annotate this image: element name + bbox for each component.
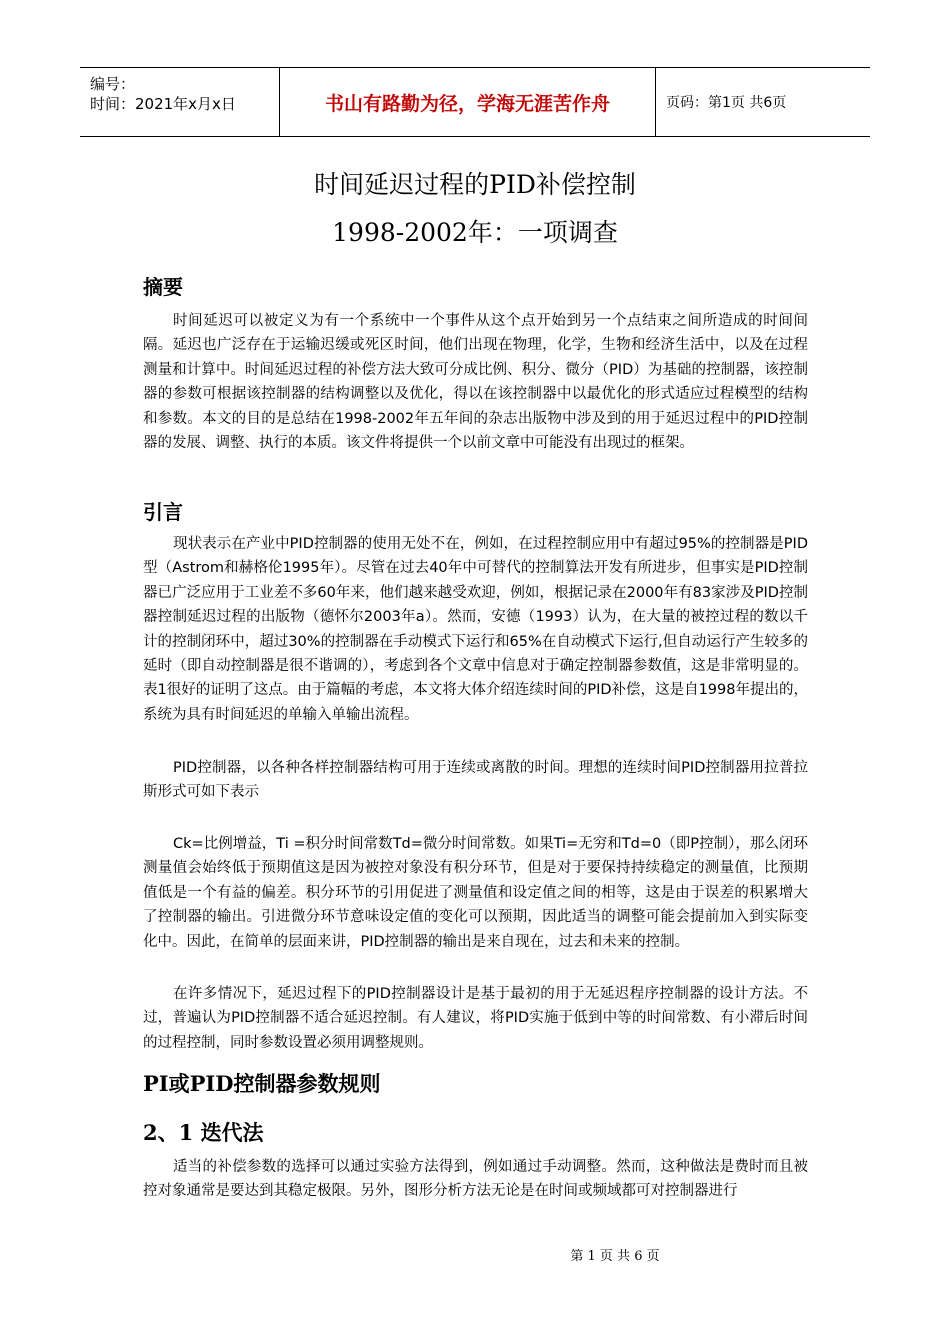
header-motto: 书山有路勤为径，学海无涯苦作舟: [280, 68, 656, 136]
document-number-label: 编号：: [90, 75, 136, 93]
document-date-label: 时间：2021年x月x日: [90, 95, 236, 113]
intro-heading: 引言: [143, 500, 183, 524]
section-2-1-heading: 2、1 迭代法: [143, 1120, 264, 1145]
abstract-heading: 摘要: [143, 275, 183, 299]
section-2-1-paragraph: 适当的补偿参数的选择可以通过实验方法得到，例如通过手动调整。然而，这种做法是费时而且被控对象通常是要达到其稳定极限。另外，图形分析方法无论是在时间或频域都可对控制器进行: [143, 1159, 808, 1200]
intro-paragraph-1: 现状表示在产业中PID控制器的使用无处不在，例如，在过程控制应用中有超过95%的控制器是PID型（Astrom和赫格伦1995年）。尽管在过去40年中可替代的控制算法开发有所进步，但事实是PID控制器已广泛应用于工业差不多60年来，他们越来越受欢迎，例如，根据记录在2000年有83家涉及PID控制器控制延迟过程的出版物（德怀尔2003年a）。然而，安德（1993）认为，在大量的被控过程的数以千计的控制闭环中，超过30%的控制器在手动模式下运行和65%在自动模式下运行,但自动运行产生较多的延时（即自动控制器是很不谐调的），考虑到各个文章中信息对于确定控制器参数值，这是非常明显的。表1很好的证明了这点。由于篇幅的考虑，本文将大体介绍连续时间的PID补偿，这是自1998年提出的，系统为具有时间延迟的单输入单输出流程。: [143, 536, 808, 723]
page-header: [80, 67, 870, 137]
page-footer: 第 1 页 共 6 页: [570, 1249, 660, 1264]
document-title-line1: 时间延迟过程的PID补偿控制: [314, 170, 636, 199]
header-page-info: 页码：第1页 共6页: [666, 95, 787, 111]
pid-rules-heading: PI或PID控制器参数规则: [143, 1071, 381, 1096]
header-left-cell: [80, 68, 280, 136]
abstract-paragraph: 时间延迟可以被定义为有一个系统中一个事件从这个点开始到另一个点结束之间所造成的时间间隔。延迟也广泛存在于运输迟缓或死区时间，他们出现在物理，化学，生物和经济生活中，以及在过程测量和计算中。时间延迟过程的补偿方法大致可分成比例、积分、微分（PID）为基础的控制器，该控制器的参数可根据该控制器的结构调整以及优化，得以在该控制器中以最优化的形式适应过程模型的结构和参数。本文的目的是总结在1998-2002年五年间的杂志出版物中涉及到的用于延迟过程中的PID控制器的发展、调整、执行的本质。该文件将提供一个以前文章中可能没有出现过的框架。: [143, 313, 808, 452]
intro-paragraph-3: Ck=比例增益，Ti =积分时间常数Td=微分时间常数。如果Ti=无穷和Td=0（即P控制），那么闭环测量值会始终低于预期值这是因为被控对象没有积分环节，但是对于要保持持续稳定的测量值，比预期值低是一个有益的偏差。积分环节的引用促进了测量值和设定值之间的相等，这是由于误差的积累增大了控制器的输出。引进微分环节意味设定值的变化可以预期，因此适当的调整可能会提前加入到实际变化中。因此，在简单的层面来讲，PID控制器的输出是来自现在，过去和未来的控制。: [143, 836, 808, 950]
intro-paragraph-2: PID控制器，以各种各样控制器结构可用于连续或离散的时间。理想的连续时间PID控制器用拉普拉斯形式可如下表示: [143, 760, 808, 801]
intro-paragraph-4: 在许多情况下，延迟过程下的PID控制器设计是基于最初的用于无延迟程序控制器的设计方法。不过，普遍认为PID控制器不适合延迟控制。有人建议，将PID实施于低到中等的时间常数、有小滞后时间的过程控制，同时参数设置必须用调整规则。: [143, 986, 808, 1051]
document-title-line2: 1998-2002年：一项调查: [332, 218, 618, 247]
